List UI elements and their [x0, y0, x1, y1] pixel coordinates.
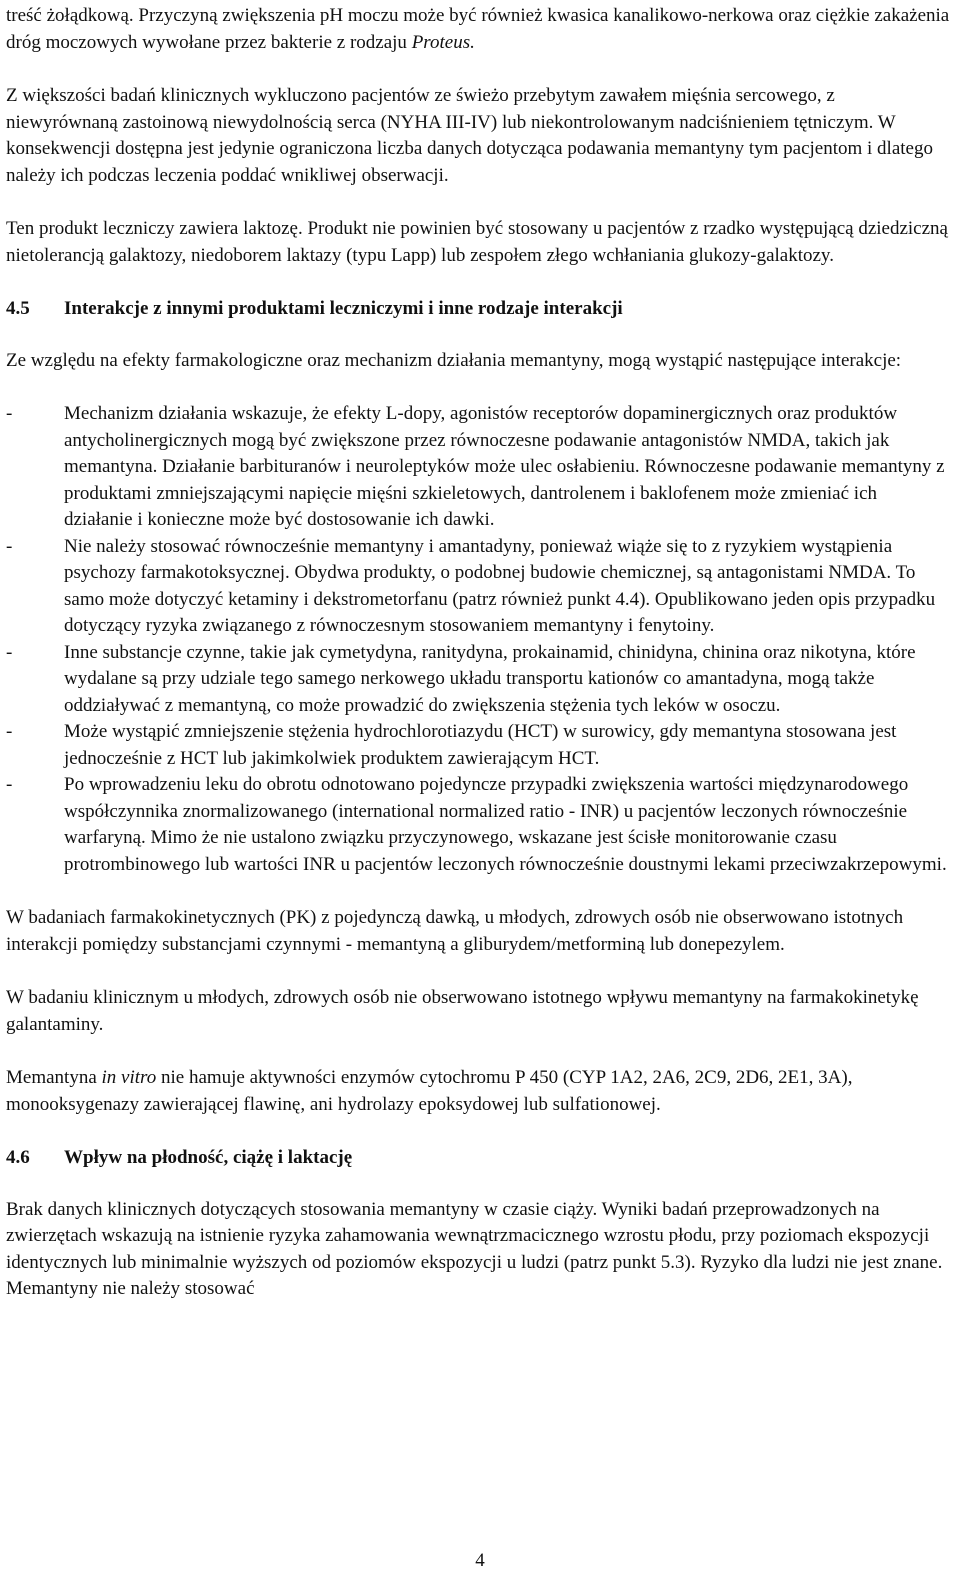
section-4-6-heading	[6, 1145, 950, 1172]
list-item	[6, 640, 950, 720]
dash-bullet: -	[6, 535, 13, 557]
in-vitro-text-a: Memantyna	[6, 1067, 102, 1088]
section-number: 4.5	[6, 298, 30, 319]
section-title: Interakcje z innymi produktami leczniczymi i inne rodzaje interakcji	[64, 298, 623, 319]
paragraph-excluded-patients: Z większości badań klinicznych wykluczono pacjentów ze świeżo przebytym zawałem mięśnia sercowego, z niewyrównaną zastoinową niewydolnością serca (NYHA III-IV) lub niekontrolowanym nadciśnieniem tętniczym. W konsekwencji dostępna jest jedynie ograniczona liczba danych dotycząca podawania memantyny tym pacjentom i dlatego należy ich podczas leczenia poddać wnikliwej obserwacji.	[6, 85, 933, 186]
page-number: 4	[475, 1550, 485, 1571]
section-number: 4.6	[6, 1147, 30, 1168]
dash-bullet: -	[6, 403, 13, 424]
in-vitro-italic: in vitro	[101, 1067, 157, 1088]
paragraph-ph-text: treść żołądkową. Przyczyną zwiększenia pH moczu może być również kwasica kanalikowo-nerkowa oraz ciężkie zakażenia dróg moczowych wywołane przez bakterie z rodzaju	[6, 5, 950, 53]
paragraph-interactions-intro: Ze względu na efekty farmakologiczne oraz mechanizm działania memantyny, mogą wystąpić następujące interakcje:	[6, 349, 902, 371]
list-item	[6, 719, 950, 772]
in-vitro-text-b: nie hamuje aktywności enzymów cytochromu P 450 (CYP 1A2, 2A6, 2C9, 2D6, 2E1, 3A), monooksygenazy zawierającej flawinę, ani hydrolazy epoksydowej lub sulfationowej.	[6, 1067, 853, 1115]
section-title: Wpływ na płodność, ciążę i laktację	[64, 1147, 353, 1168]
paragraph-galantamine: W badaniu klinicznym u młodych, zdrowych osób nie obserwowano istotnego wpływu memantyny na farmakokinetykę galantaminy.	[6, 987, 919, 1035]
document-page	[6, 3, 950, 1330]
list-item-text: Może wystąpić zmniejszenie stężenia hydrochlorotiazydu (HCT) w surowicy, gdy memantyna stosowana jest jednocześnie z HCT lub jakimkolwiek produktem zawierającym HCT.	[64, 721, 897, 769]
dash-bullet: -	[6, 641, 13, 663]
list-item-text: Mechanizm działania wskazuje, że efekty L-dopy, agonistów receptorów dopaminergicznych oraz produktów antycholinergicznych mogą być zwiększone przez równoczesne podawanie antagonistów NMDA, takich jak memantyna. Działanie barbituranów i neuroleptyków może ulec osłabieniu. Równoczesne podawanie memantyny z produktami zmniejszającymi napięcie mięśni szkieletowych, dantrolenem i baklofenem może zmieniać ich działanie i konieczne może być dostosowanie ich dawki.	[64, 403, 945, 530]
list-item-text: Inne substancje czynne, takie jak cymetydyna, ranitydyna, prokainamid, chinidyna, chinina oraz nikotyna, które wydalane są przy udziale tego samego nerkowego układu transportu kationów co amantadyna, mogą także oddziaływać z memantyną, co może prowadzić do zwiększenia stężenia tych leków w osoczu.	[64, 641, 916, 716]
list-item	[6, 772, 950, 878]
paragraph-lactose: Ten produkt leczniczy zawiera laktozę. Produkt nie powinien być stosowany u pacjentów z rzadko występującą dziedziczną nietolerancją galaktozy, niedoborem laktazy (typu Lapp) lub zespołem złego wchłaniania glukozy-galaktozy.	[6, 218, 948, 266]
list-item-text: Po wprowadzeniu leku do obrotu odnotowano pojedyncze przypadki zwiększenia wartości międzynarodowego współczynnika znormalizowanego (international normalized ratio - INR) u pacjentów leczonych równocześnie warfaryną. Mimo że nie ustalono związku przyczynowego, wskazane jest ścisłe monitorowanie czasu protrombinowego lub wartości INR u pacjentów leczonych równocześnie doustnymi lekami przeciwzakrzepowymi.	[64, 774, 947, 875]
paragraph-pregnancy: Brak danych klinicznych dotyczących stosowania memantyny w czasie ciąży. Wyniki badań przeprowadzonych na zwierzętach wskazują na istnienie ryzyka zahamowania wewnątrzmacicznego wzrostu płodu, przy poziomach ekspozycji identycznych lub minimalnie wyższych od poziomów ekspozycji u ludzi (patrz punkt 5.3). Ryzyko dla ludzi nie jest znane. Memantyny nie należy stosować	[6, 1198, 943, 1299]
proteus-italic: Proteus.	[411, 31, 475, 53]
list-item	[6, 401, 950, 534]
list-item	[6, 534, 950, 640]
section-4-5-heading	[6, 296, 950, 323]
dash-bullet: -	[6, 721, 13, 742]
list-item-text: Nie należy stosować równocześnie memantyny i amantadyny, ponieważ wiąże się to z ryzykiem wystąpienia psychozy farmakotoksycznej. Obydwa produkty, o podobnej budowie chemicznej, są antagonistami NMDA. To samo może dotyczyć ketaminy i dekstrometorfanu (patrz również punkt 4.4). Opublikowano jeden opis przypadku dotyczący ryzyka związanego z równoczesnym stosowaniem memantyny i fenytoiny.	[64, 535, 936, 636]
paragraph-pk-studies: W badaniach farmakokinetycznych (PK) z pojedynczą dawką, u młodych, zdrowych osób nie obserwowano istotnych interakcji pomiędzy substancjami czynnymi - memantyną a gliburydem/metforminą lub donepezylem.	[6, 907, 904, 955]
dash-bullet: -	[6, 774, 13, 795]
paragraph-ph-urine	[6, 3, 950, 56]
paragraph-in-vitro	[6, 1065, 950, 1118]
interactions-list	[6, 401, 950, 878]
